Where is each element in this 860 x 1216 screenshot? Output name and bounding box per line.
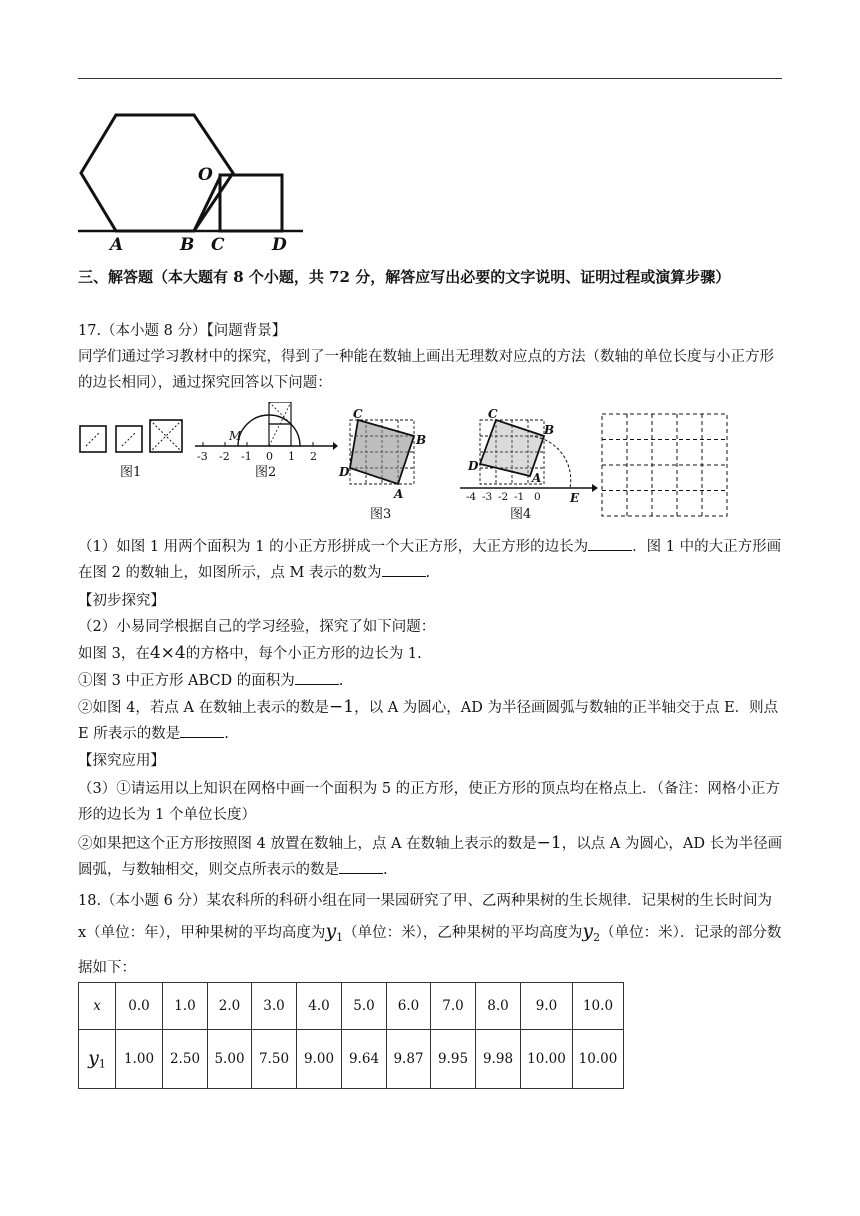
segment-ob: [194, 177, 220, 231]
q18-text-c: （单位：米）．记录的部分数据如下：: [78, 925, 782, 976]
fig4-label-a: A: [532, 471, 542, 485]
answer-blank: [588, 536, 632, 551]
q17-part2: （2）小易同学根据自己的学习经验，探究了如下问题：: [78, 619, 436, 635]
q17-part6: （3）①请运用以上知识在网格中画一个面积为 5 的正方形，使正方形的顶点均在格点上．（备注：网格小正方形的边长为 1 个单位长度）: [78, 781, 780, 823]
answer-blank: [295, 670, 339, 685]
fig2-tick: -2: [219, 450, 230, 463]
label-b: B: [180, 235, 195, 255]
q18-text-b: （单位：米），乙种果树的平均高度为: [343, 925, 583, 941]
symbol-y1-sub: 1: [336, 930, 344, 944]
symbol-y2-sub: 2: [593, 930, 601, 944]
q17-part1-end: .: [425, 565, 431, 581]
label-a: A: [110, 235, 124, 255]
q18-intro: [78, 886, 783, 983]
table-cell: 9.64: [342, 1030, 387, 1089]
fig2-tick: -1: [241, 450, 252, 463]
q17-part1: [78, 534, 783, 586]
fig3-label-c: C: [353, 408, 363, 421]
table-row: [79, 1030, 624, 1089]
figure-4: [458, 408, 600, 524]
table-cell: 5.00: [208, 1030, 252, 1089]
fig4-tick: -2: [498, 491, 509, 503]
table-cell: 8.0: [476, 983, 521, 1030]
fig3-square-abcd: [350, 420, 414, 484]
fig2-tick: -3: [197, 450, 208, 463]
value-neg-one: −1: [536, 833, 562, 853]
fig3-label-b: B: [416, 433, 427, 447]
q17-part5-text-a: ②如图 4，若点 A 在数轴上表示的数是: [78, 700, 330, 716]
table-cell: 10.0: [573, 983, 624, 1030]
table-cell: 10.00: [521, 1030, 573, 1089]
table-cell: 9.87: [387, 1030, 431, 1089]
table-cell: 6.0: [387, 983, 431, 1030]
fig4-tick: -4: [466, 491, 477, 503]
symbol-y1: y: [325, 920, 337, 942]
answer-blank: [180, 723, 224, 738]
q18-text-a: 18.（本小题 6 分）某农科所的科研小组在同一果园研究了甲、乙两种果树的生长规律．记果树的生长时间为 x（单位：年），甲种果树的平均高度为: [78, 893, 772, 941]
empty-grid: [600, 412, 730, 518]
fig4-square-abcd: [480, 420, 544, 476]
answer-blank: [382, 562, 426, 577]
q17-part1-text-b: ．图 1 中的大正方形画在图 2 的数轴上，如图所示，点 M 表示的数为: [78, 539, 782, 581]
table-cell: 5.0: [342, 983, 387, 1030]
q17-section-application: 【探究应用】: [78, 753, 165, 769]
table-cell: [79, 1030, 116, 1089]
table-cell: 4.0: [297, 983, 342, 1030]
q17-part3-text-a: 如图 3，在: [78, 646, 150, 662]
fig4-label-c: C: [488, 408, 498, 421]
table-cell: 9.00: [297, 1030, 342, 1089]
q17-part3-text-b: 的方格中，每个小正方形的边长为 1.: [185, 646, 422, 662]
fig2-tick: 2: [310, 450, 317, 463]
q17-part4: [78, 668, 783, 694]
figure-1: [78, 414, 188, 484]
table-cell: 2.50: [163, 1030, 208, 1089]
grid-size: 4×4: [149, 643, 186, 663]
q17-part1-text-a: （1）如图 1 用两个面积为 1 的小正方形拼成一个大正方形，大正方形的边长为: [78, 539, 589, 555]
fig2-caption: 图2: [255, 465, 277, 480]
fig3-label-a: A: [394, 487, 404, 501]
square-shape: [220, 175, 282, 231]
row-label-y1: y: [88, 1047, 99, 1070]
symbol-y2: y: [582, 920, 594, 942]
fig2-point-m: M: [229, 429, 242, 443]
q17-part7-text-b: ，以点 A 为圆心，AD 长为半径画圆弧，与数轴相交，则交点所表示的数是: [78, 836, 783, 878]
q17-part4-text: ①图 3 中正方形 ABCD 的面积为: [78, 673, 295, 689]
label-d: D: [272, 235, 287, 255]
table-cell: 0.0: [116, 983, 163, 1030]
fig1-caption: 图1: [120, 465, 142, 480]
table-cell: 9.95: [431, 1030, 476, 1089]
data-table: [78, 982, 624, 1089]
q17-part5: [78, 694, 783, 747]
table-cell: x: [79, 983, 116, 1030]
table-cell: 7.50: [252, 1030, 297, 1089]
fig2-tick: 0: [266, 450, 273, 463]
top-rule: [78, 78, 782, 79]
q17-part7: [78, 830, 783, 883]
fig3-label-d: D: [339, 465, 350, 479]
q17-part5-end: .: [224, 726, 229, 742]
fig4-tick: -1: [514, 491, 525, 503]
fig4-label-b: B: [544, 423, 555, 437]
table-cell: 10.00: [573, 1030, 624, 1089]
fig4-label-e: E: [570, 491, 580, 505]
answer-blank: [339, 859, 383, 874]
fig3-caption: 图3: [370, 507, 392, 522]
table-cell: 9.98: [476, 1030, 521, 1089]
q17-part7-text-a: ②如果把这个正方形按照图 4 放置在数轴上，点 A 在数轴上表示的数是: [78, 836, 537, 852]
figure-2: [193, 402, 338, 484]
figure-3: [338, 408, 433, 524]
q17-part3: [78, 640, 783, 667]
section-title: 三、解答题（本大题有 8 个小题，共 72 分，解答应写出必要的文字说明、证明过程或演算步骤）: [78, 268, 731, 286]
label-c: C: [211, 235, 225, 255]
fig4-tick: -3: [482, 491, 493, 503]
fig4-caption: 图4: [510, 507, 532, 522]
row-label-y1-sub: 1: [98, 1057, 106, 1071]
q17-part7-end: .: [383, 862, 388, 878]
table-cell: 1.00: [116, 1030, 163, 1089]
table-cell: 9.0: [521, 983, 573, 1030]
q17-intro: 同学们通过学习教材中的探究，得到了一种能在数轴上画出无理数对应点的方法（数轴的单位长度与小正方形的边长相同），通过探究回答以下问题：: [78, 349, 774, 391]
label-o: O: [198, 165, 213, 185]
fig4-label-d: D: [468, 459, 479, 473]
table-cell: 7.0: [431, 983, 476, 1030]
fig4-tick: 0: [534, 491, 541, 503]
hexagon-square-figure: [78, 105, 308, 255]
value-neg-one: −1: [329, 697, 355, 717]
fig2-tick: 1: [288, 450, 295, 463]
q17-part4-end: .: [338, 673, 344, 689]
q17-part5-text-b: ，以 A 为圆心，AD 为半径画圆弧与数轴的正半轴交于点 E．则点 E 所表示的数是: [78, 700, 779, 742]
table-row: [79, 983, 624, 1030]
q17-section-initial: 【初步探究】: [78, 593, 165, 609]
table-cell: 2.0: [208, 983, 252, 1030]
table-cell: 3.0: [252, 983, 297, 1030]
q17-header: 17.（本小题 8 分）【问题背景】: [78, 323, 287, 339]
table-cell: 1.0: [163, 983, 208, 1030]
